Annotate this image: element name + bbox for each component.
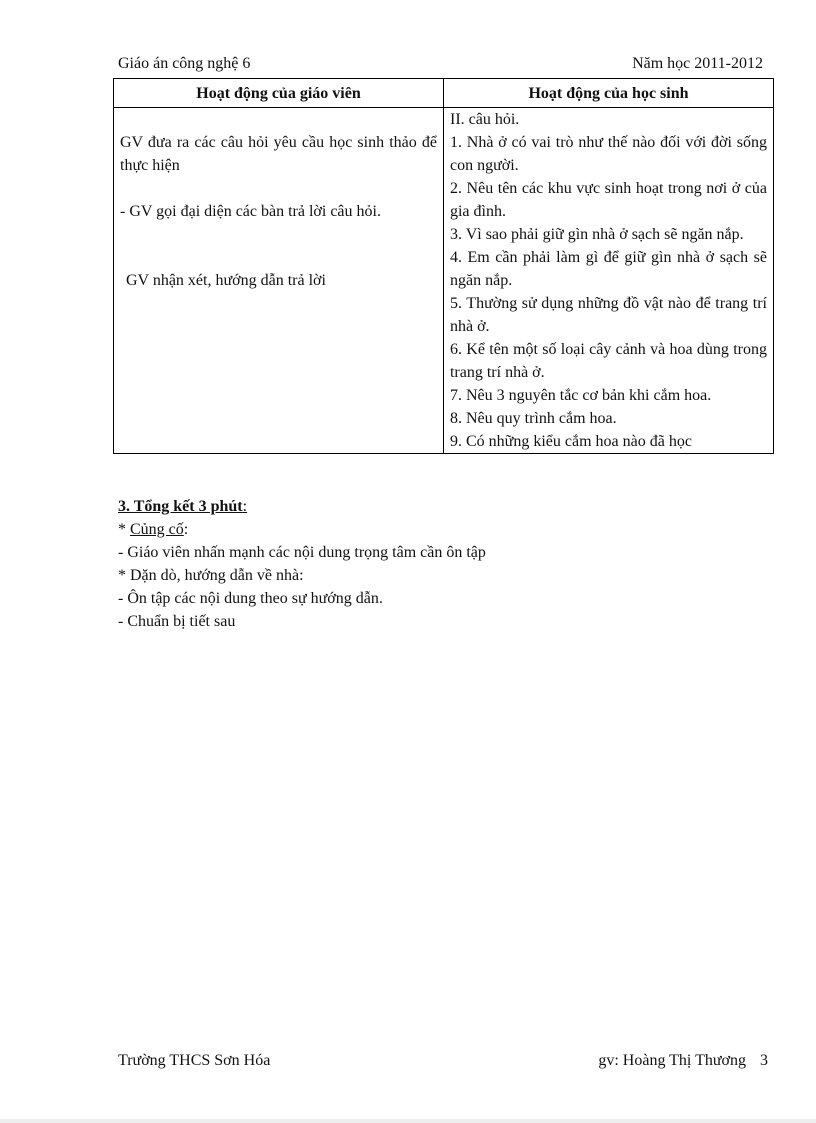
homework-item-2: - Chuẩn bị tiết sau (118, 613, 236, 630)
homework-label: * Dặn dò, hướng dẫn về nhà: (118, 567, 304, 584)
summary-heading: 3. Tổng kết 3 phút (118, 498, 243, 515)
teacher-column-header: Hoạt động của giáo viên (114, 79, 444, 108)
header-subject: Giáo án công nghệ 6 (118, 55, 251, 72)
question-9: 9. Có những kiểu cắm hoa nào đã học (449, 433, 692, 450)
summary-section (118, 495, 758, 633)
cungco-label: Củng cố (130, 521, 184, 538)
student-column-header: Hoạt động của học sinh (443, 79, 773, 108)
footer-teacher: gv: Hoàng Thị Thương (598, 1052, 746, 1069)
teacher-activity-1: GV đưa ra các câu hỏi yêu cầu học sinh thảo để thực hiện (120, 134, 437, 174)
question-1: 1. Nhà ở có vai trò như thế nào đối với đời sống con người. (449, 134, 767, 174)
summary-heading-colon: : (242, 498, 248, 515)
student-activities-cell (443, 108, 773, 454)
footer-school: Trường THCS Sơn Hóa (118, 1052, 271, 1069)
header-school-year: Năm học 2011-2012 (632, 55, 763, 72)
page-bottom-edge (0, 1119, 816, 1123)
homework-item-1: - Ôn tập các nội dung theo sự hướng dẫn. (118, 590, 383, 607)
cungco-star: * (118, 521, 130, 538)
activities-table (113, 78, 774, 454)
cungco-colon: : (183, 521, 189, 538)
footer-right (598, 1051, 768, 1071)
question-4: 4. Em cần phải làm gì để giữ gìn nhà ở sạch sẽ ngăn nắp. (449, 249, 767, 289)
page-number: 3 (760, 1052, 768, 1069)
summary-heading-row (118, 495, 758, 518)
question-5: 5. Thường sử dụng những đồ vật nào để trang trí nhà ở. (449, 295, 767, 335)
page-header (118, 54, 763, 74)
cungco-row (118, 518, 758, 541)
question-7: 7. Nêu 3 nguyên tắc cơ bản khi cắm hoa. (449, 387, 712, 404)
question-3: 3. Vì sao phải giữ gìn nhà ở sạch sẽ ngăn nắp. (449, 226, 744, 243)
page-footer (118, 1051, 768, 1071)
teacher-activity-2: - GV gọi đại diện các bàn trả lời câu hỏi. (120, 203, 381, 220)
questions-title: II. câu hỏi. (449, 111, 520, 128)
cungco-item: - Giáo viên nhấn mạnh các nội dung trọng tâm cần ôn tập (118, 544, 486, 561)
teacher-activity-3: GV nhận xét, hướng dẫn trả lời (126, 272, 326, 289)
table-header-row (114, 79, 774, 108)
teacher-activities-cell (114, 108, 444, 454)
question-2: 2. Nêu tên các khu vực sinh hoạt trong nơi ở của gia đình. (449, 180, 767, 220)
table-row (114, 108, 774, 454)
question-6: 6. Kể tên một số loại cây cảnh và hoa dùng trong trang trí nhà ở. (449, 341, 767, 381)
question-8: 8. Nêu quy trình cắm hoa. (449, 410, 617, 427)
